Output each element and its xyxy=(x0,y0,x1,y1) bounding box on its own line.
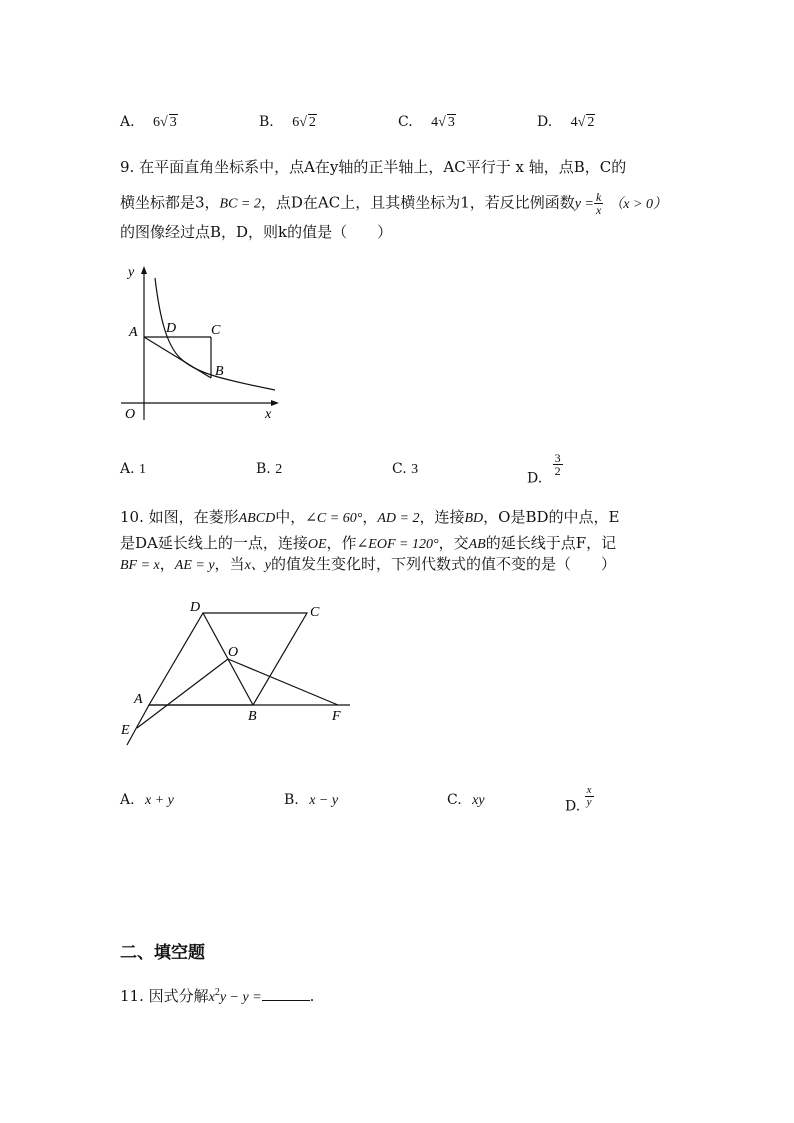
q9-figure xyxy=(115,260,290,430)
q10-line3: BF = x，AE = y，当x、y的值发生变化时，下列代数式的值不变的是（ ） xyxy=(120,555,617,573)
q9-line2: 横坐标都是3，BC = 2，点D在AC上，且其横坐标为1，若反比例函数y = $\frac{k}{x}$ （x > 0） xyxy=(120,190,667,217)
label-f: F xyxy=(332,709,341,724)
q9-line1: 9. 在平面直角坐标系中，点A在y轴的正半轴上，AC平行于 x 轴，点B，C的 xyxy=(120,158,627,176)
q8-option-d: D. 4√ 2 xyxy=(537,114,595,130)
q10-option-d: D. $\frac{x}{y}$ xyxy=(565,784,592,815)
label-d: D xyxy=(190,600,201,615)
q10-line2: 是DA延长线上的一点，连接OE，作∠EOF = 120°，交AB的延长线于点F，记 xyxy=(120,534,617,552)
q10-option-a: A. x + y xyxy=(120,792,174,808)
q10-option-b: B. x − y xyxy=(284,792,339,808)
label-d: D xyxy=(166,321,177,336)
x-axis-arrow xyxy=(271,400,279,406)
q9-bc: BC = 2 xyxy=(219,196,261,212)
q9-option-c: C. 3 xyxy=(392,461,419,477)
q9-option-a: A. 1 xyxy=(120,461,147,477)
label-x: x xyxy=(265,407,272,422)
label-b: B xyxy=(215,364,224,379)
q10-line1: 10. 如图，在菱形ABCD中，∠C = 60°，AD = 2，连接BD，O是BD的中点，E xyxy=(120,508,620,526)
extension-da xyxy=(127,705,149,745)
section-heading: 二、填空题 xyxy=(120,943,205,963)
segment-oe xyxy=(137,659,228,728)
q8-option-a: A. 6√ 3 xyxy=(120,114,177,130)
q10-option-c: C. xy xyxy=(447,792,485,808)
label-a: A xyxy=(134,692,143,707)
label-e: E xyxy=(121,723,130,738)
q10-figure xyxy=(115,595,360,750)
q8-option-b: B. 6√ 2 xyxy=(259,114,316,130)
label-o: O xyxy=(125,407,136,422)
label-y: y xyxy=(128,265,135,280)
q11-line: 11. 因式分解$x^2y - y$ = . xyxy=(120,987,315,1005)
label-a: A xyxy=(129,325,138,340)
y-axis-arrow xyxy=(141,266,147,274)
q9-line3: 的图像经过点B，D，则k的值是（ ） xyxy=(120,223,393,241)
segment-ab xyxy=(144,337,211,378)
q9-option-d: D. $\frac{3}{2}$ xyxy=(527,451,561,487)
segment-of xyxy=(228,659,338,705)
answer-blank[interactable] xyxy=(262,987,310,1001)
label-o: O xyxy=(228,645,239,660)
label-b: B xyxy=(248,709,257,724)
label-c: C xyxy=(211,323,221,338)
q8-option-c: C. 4√ 3 xyxy=(398,114,455,130)
label-c: C xyxy=(310,605,320,620)
q9-option-b: B. 2 xyxy=(256,461,283,477)
